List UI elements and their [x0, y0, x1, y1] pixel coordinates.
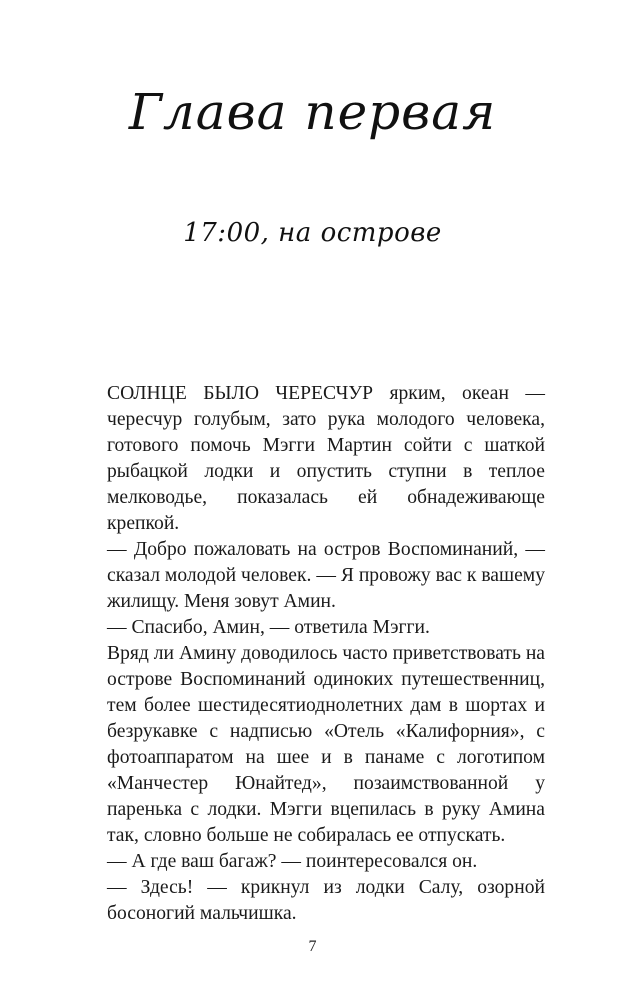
- paragraph: Вряд ли Амину доводилось часто приветствовать на острове Воспоминаний одиноких путешественниц, тем более шестидесятиоднолетних дам в шортах и безрукавке с надписью «Отель «Калифорния», с фотоаппаратом на шее и в панаме с логотипом «Манчестер Юнайтед», позаимствованной у паренька с лодки. Мэгги вцепилась в руку Амина так, словно больше не собиралась ее отпускать.: [107, 643, 545, 846]
- body-text: [107, 381, 545, 927]
- paragraph: — Здесь! — крикнул из лодки Салу, озорной босоногий мальчишка.: [107, 877, 545, 924]
- paragraph: СОЛНЦЕ БЫЛО ЧЕРЕСЧУР ярким, океан — чересчур голубым, зато рука молодого человека, готового помочь Мэгги Мартин сойти с шаткой рыбацкой лодки и опустить ступни в теплое мелководье, показалась ей обнадеживающе крепкой.: [107, 383, 545, 534]
- page-number: 7: [308, 938, 317, 955]
- paragraph: — Добро пожаловать на остров Воспоминаний, — сказал молодой человек. — Я провожу вас к вашему жилищу. Меня зовут Амин.: [107, 539, 545, 612]
- chapter-subtitle: 17:00, на острове: [183, 218, 442, 248]
- chapter-title: Глава первая: [128, 83, 497, 141]
- paragraph: — Спасибо, Амин, — ответила Мэгги.: [107, 617, 430, 638]
- paragraph: — А где ваш багаж? — поинтересовался он.: [107, 851, 478, 872]
